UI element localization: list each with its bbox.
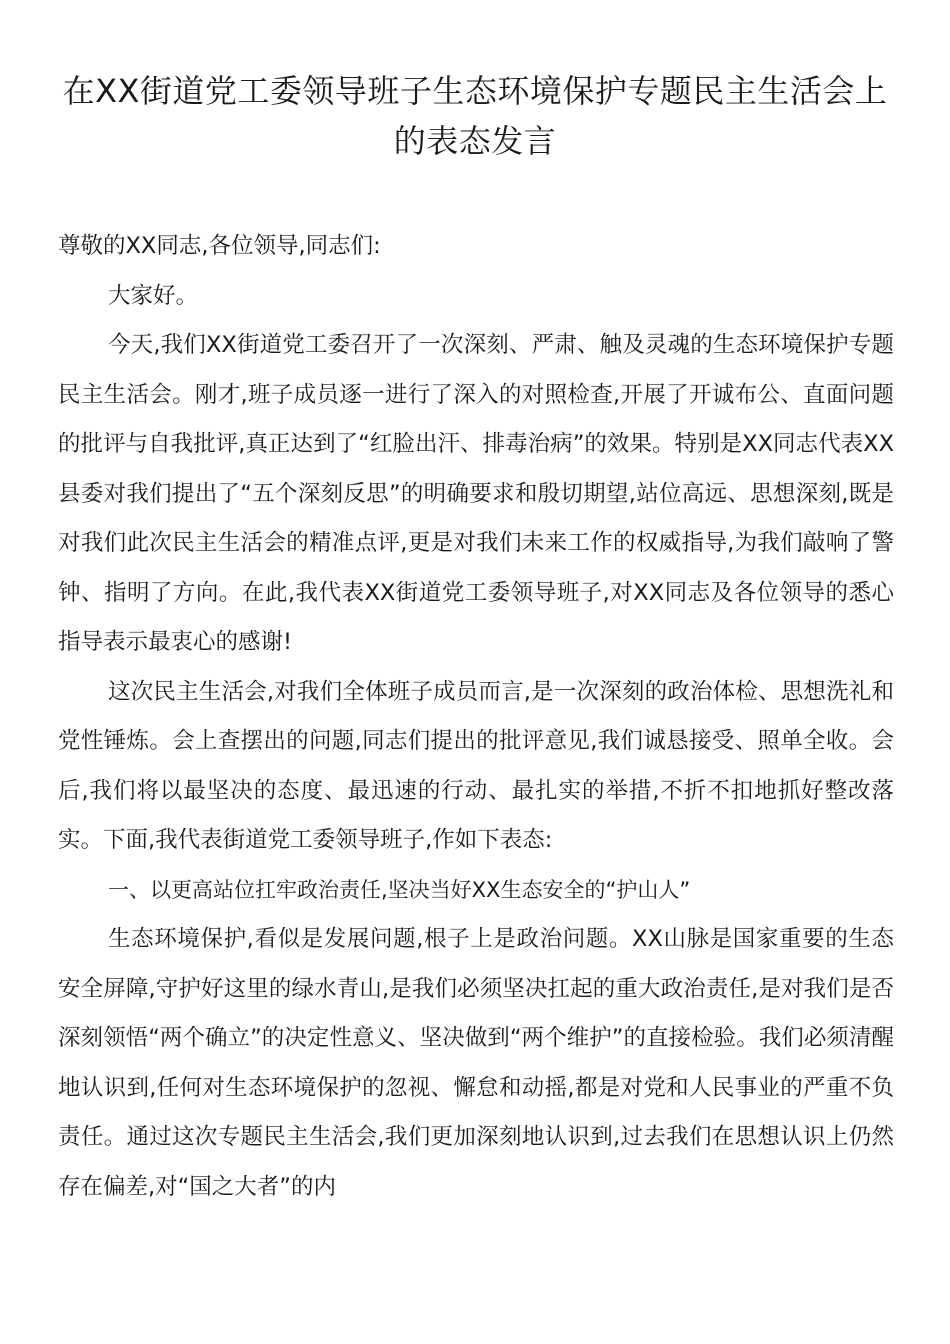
section-paragraph: 生态环境保护,看似是发展问题,根子上是政治问题。XX山脉是国家重要的生态安全屏障,守护好这里的绿水青山,是我们必须坚决扛起的重大政治责任,是对我们是否深刻领悟“两个确立”的决定性意义、坚决做到“两个维护”的直接检验。我们必须清醒地认识到,任何对生态环境保护的忽视、懈怠和动摇,都是对党和人民事业的严重不负责任。通过这次专题民主生活会,我们更加深刻地认识到,过去我们在思想认识上仍然存在偏差,对“国之大者”的内 [58, 926, 894, 1200]
salutation: 尊敬的XX同志,各位领导,同志们: [58, 233, 381, 259]
paragraph-commitment: 这次民主生活会,对我们全体班子成员而言,是一次深刻的政治体检、思想洗礼和党性锤炼。会上查摆出的问题,同志们提出的批评意见,我们诚恳接受、照单全收。会后,我们将以最坚决的态度、最迅速的行动、最扎实的举措,不折不扣地抓好整改落实。下面,我代表街道党工委领导班子,作如下表态: [58, 678, 894, 853]
document-title: 在XX街道党工委领导班子生态环境保护专题民主生活会上的表态发言 [62, 72, 888, 160]
greeting: 大家好。 [108, 282, 199, 309]
paragraph-intro: 今天,我们XX街道党工委召开了一次深刻、严肃、触及灵魂的生态环境保护专题民主生活会。刚才,班子成员逐一进行了深入的对照检查,开展了开诚布公、直面问题的批评与自我批评,真正达到了“红脸出汗、排毒治病”的效果。特别是XX同志代表XX县委对我们提出了“五个深刻反思”的明确要求和殷切期望,站位高远、思想深刻,既是对我们此次民主生活会的精准点评,更是对我们未来工作的权威指导,为我们敲响了警钟、指明了方向。在此,我代表XX街道党工委领导班子,对XX同志及各位领导的悉心指导表示最衷心的感谢! [58, 332, 894, 655]
section-heading: 一、以更高站位扛牢政治责任,坚决当好XX生态安全的“护山人” [108, 877, 691, 902]
document-body [58, 222, 894, 1212]
